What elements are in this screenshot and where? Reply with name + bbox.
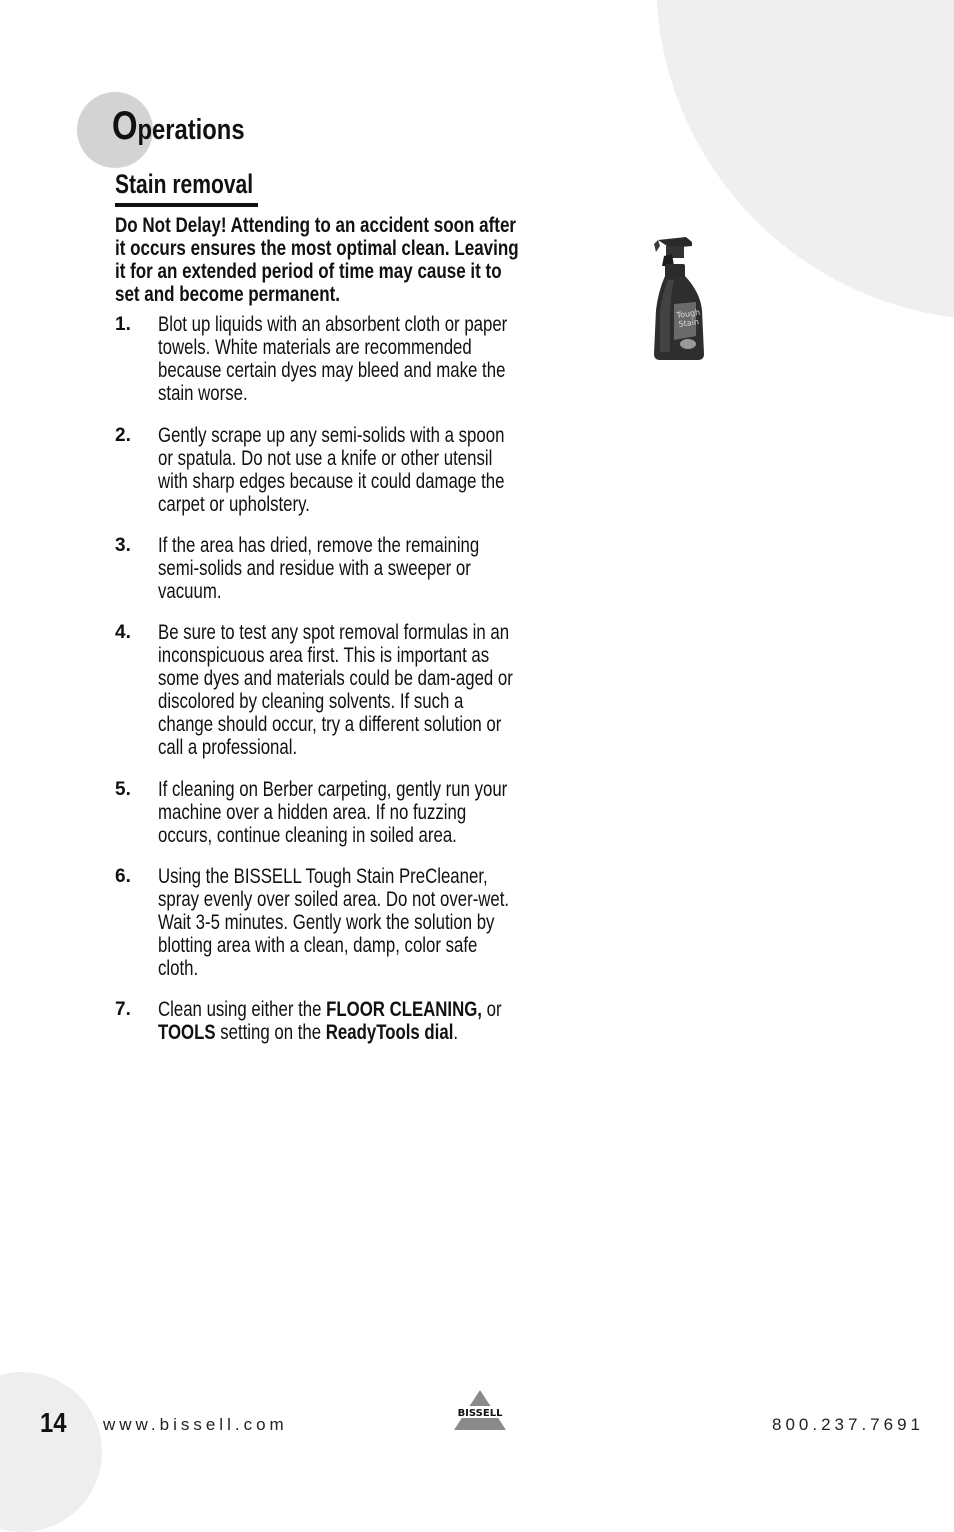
section-subtitle: Stain removal: [115, 169, 254, 199]
page-title: [112, 104, 245, 149]
step-text: Gently scrape up any semi-solids with a spoon or spatula. Do not use a knife or other utensil with sharp edges because it could damage the carpet or upholstery.: [158, 424, 505, 516]
step-text-part: setting on the: [215, 1021, 326, 1044]
readytools-dial: ReadyTools dial: [325, 1021, 454, 1044]
decorative-circle-bottom-left: [0, 1372, 102, 1532]
step-text: Blot up liquids with an absorbent cloth or paper towels. White materials are recommended because certain dyes may bleed and make the stain worse.: [158, 313, 508, 405]
floor-cleaning-setting: FLOOR CLEANING,: [326, 998, 482, 1021]
tools-setting: TOOLS: [158, 1021, 216, 1044]
step-number: 2.: [115, 425, 131, 446]
step-number: 4.: [115, 622, 131, 643]
subtitle-underline: [115, 203, 258, 207]
step-number: 3.: [115, 535, 131, 556]
step-number: 5.: [115, 779, 131, 800]
page-title-rest: perations: [137, 114, 245, 146]
step-number: 6.: [115, 866, 131, 887]
step-text: Using the BISSELL Tough Stain PreCleaner, spray evenly over soiled area. Do not over-wet. Wait 3-5 minutes. Gently work the solution by blotting area with a clean, damp, color safe cloth.: [158, 865, 510, 980]
intro-warning: Do Not Delay! Attending to an accident soon after it occurs ensures the most optimal clean. Leaving it for an extended period of time may cause it to set and become permanent.: [115, 214, 519, 306]
website-link[interactable]: www.bissell.com: [103, 1415, 288, 1434]
bottle-label-line2: Stain: [678, 317, 700, 329]
bissell-logo-icon: [448, 1388, 512, 1432]
step-text: If cleaning on Berber carpeting, gently run your machine over a hidden area. If no fuzzing occurs, continue cleaning in soiled area.: [158, 778, 508, 847]
page-title-initial: O: [112, 104, 138, 148]
step-text-part: Clean using either the: [158, 998, 327, 1021]
step-text: Be sure to test any spot removal formulas in an inconspicuous area first. This is important as some dyes and materials could be dam-aged or discolored by cleaning solvents. If such a change should occur, try a different solution or call a professional.: [158, 621, 513, 759]
step-text-part: or: [481, 998, 502, 1021]
step-text-part: .: [453, 1021, 459, 1044]
step-number: 7.: [115, 999, 131, 1020]
logo-wordmark: BISSELL: [457, 1408, 503, 1419]
bottle-label-line1: Tough: [676, 307, 701, 320]
step-text: If the area has dried, remove the remaining semi-solids and residue with a sweeper or vacuum.: [158, 534, 480, 603]
step-number: 1.: [115, 314, 131, 335]
spray-bottle-icon: [648, 232, 710, 364]
phone-number: 800.237.7691: [772, 1415, 924, 1434]
page-number: 14: [40, 1407, 67, 1438]
step-text: [158, 998, 518, 1044]
